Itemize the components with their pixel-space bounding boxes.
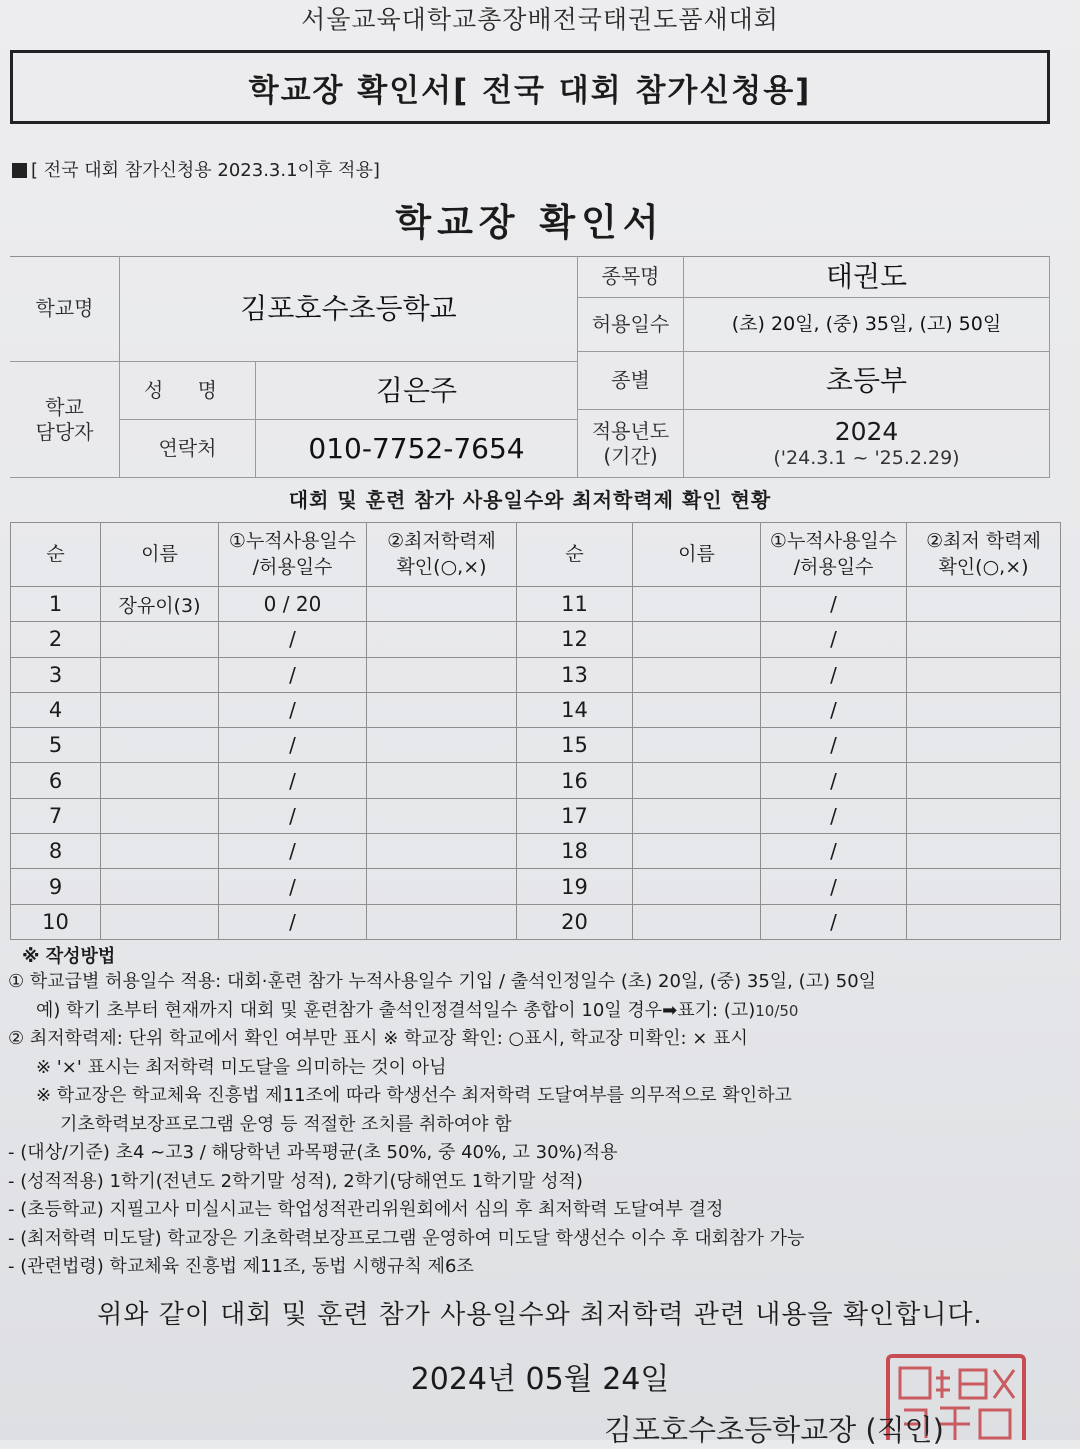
principal-signature: 김포호수초등학교장 (직인) — [604, 1413, 945, 1447]
row-number: 3 — [11, 657, 101, 692]
division-label: 종별 — [578, 352, 684, 410]
instruction-line: ※ 학교장은 학교체육 진흥법 제11조에 따라 학생선수 최저학력 도달여부를 의무적으로 확인하고 — [36, 1085, 792, 1106]
athlete-name — [633, 728, 761, 763]
instruction-line: ※ '×' 표시는 최저학력 미도달을 의미하는 것이 아님 — [36, 1056, 447, 1078]
instruction-example: 예) 학기 초부터 현재까지 대회 및 훈련참가 출석인정결석일수 총합이 10일 경우➡표기: (고) — [36, 999, 756, 1021]
min-academic-check — [907, 834, 1061, 869]
used-days: / — [219, 657, 367, 692]
min-academic-check — [367, 657, 517, 692]
min-academic-check — [907, 587, 1061, 622]
athlete-name — [101, 728, 219, 763]
used-days: / — [761, 728, 907, 763]
instruction-line: ① 학교급별 허용일수 적용: 대회·훈련 참가 누적사용일수 기입 / 출석인정일수 (초) 20일, (중) 35일, (고) 50일 — [8, 971, 877, 992]
min-academic-check — [907, 798, 1061, 833]
contact-name-label: 성 명 — [120, 362, 256, 420]
issue-date: 2024년 05월 24일 — [410, 1362, 670, 1397]
row-number: 14 — [517, 692, 633, 727]
used-days: / — [761, 904, 907, 939]
col-check-right: ②최저 학력제 확인(○,×) — [907, 523, 1061, 587]
used-days: / — [761, 869, 907, 904]
allowed-days-label: 허용일수 — [578, 298, 684, 352]
row-number: 9 — [11, 869, 101, 904]
year-value: 2024 — [834, 417, 899, 446]
instruction-line — [8, 997, 1068, 1026]
min-academic-check — [367, 622, 517, 657]
min-academic-check — [907, 728, 1061, 763]
used-days: / — [761, 763, 907, 798]
school-name-value: 김포호수초등학교 — [120, 256, 578, 362]
athlete-name — [101, 904, 219, 939]
contact-phone-value: 010-7752-7654 — [256, 420, 578, 478]
application-note-text: [ 전국 대회 참가신청용 2023.3.1이후 적용] — [31, 160, 380, 181]
table-row — [11, 834, 1061, 869]
contact-name-value: 김은주 — [256, 362, 578, 420]
year-label: 적용년도 (기간) — [578, 410, 684, 478]
school-name-label: 학교명 — [10, 256, 120, 362]
used-days: / — [219, 869, 367, 904]
used-days: / — [761, 692, 907, 727]
athlete-name — [101, 763, 219, 798]
instruction-example-value: 10/50 — [755, 1001, 799, 1020]
table-row — [11, 869, 1061, 904]
instruction-line: - (관련법령) 학교체육 진흥법 제11조, 동법 시행규칙 제6조 — [8, 1256, 474, 1277]
min-academic-check — [367, 763, 517, 798]
square-bullet-icon — [12, 163, 27, 178]
athlete-name — [633, 622, 761, 657]
event-label: 종목명 — [578, 256, 684, 298]
athlete-name — [633, 904, 761, 939]
used-days: 0 / 20 — [219, 587, 367, 622]
instruction-line: - (초등학교) 지필고사 미실시교는 학업성적관리위원회에서 심의 후 최저학력 도달여부 결정 — [8, 1199, 724, 1220]
table-row — [11, 622, 1061, 657]
row-number: 6 — [11, 763, 101, 798]
min-academic-check — [907, 622, 1061, 657]
row-number: 4 — [11, 692, 101, 727]
min-academic-check — [907, 904, 1061, 939]
confirmation-statement: 위와 같이 대회 및 훈련 참가 사용일수와 최저학력 관련 내용을 확인합니다. — [97, 1300, 983, 1330]
used-days: / — [761, 657, 907, 692]
row-number: 19 — [517, 869, 633, 904]
used-days: / — [761, 834, 907, 869]
instructions-title: ※ 작성방법 — [22, 946, 116, 967]
row-number: 11 — [517, 587, 633, 622]
table-row — [11, 692, 1061, 727]
athlete-name — [633, 657, 761, 692]
min-academic-check — [367, 869, 517, 904]
row-number: 10 — [11, 904, 101, 939]
instruction-line: - (성적적용) 1학기(전년도 2학기말 성적), 2학기(당해연도 1학기말 성적) — [8, 1170, 583, 1192]
instruction-line: ② 최저학력제: 단위 학교에서 확인 여부만 표시 ※ 학교장 확인: ○표시, 학교장 미확인: × 표시 — [8, 1028, 748, 1049]
col-name-right: 이름 — [633, 523, 761, 587]
min-academic-check — [907, 869, 1061, 904]
used-days: / — [219, 904, 367, 939]
col-no-right: 순 — [517, 523, 633, 587]
division-value: 초등부 — [684, 352, 1050, 410]
athlete-name — [101, 798, 219, 833]
athlete-name — [633, 834, 761, 869]
athlete-name — [101, 834, 219, 869]
athlete-name — [633, 587, 761, 622]
min-academic-check — [367, 904, 517, 939]
min-academic-check — [907, 692, 1061, 727]
application-note — [12, 156, 380, 182]
form-banner: 학교장 확인서[ 전국 대회 참가신청용] — [10, 50, 1050, 124]
row-number: 12 — [517, 622, 633, 657]
row-number: 5 — [11, 728, 101, 763]
athlete-name — [101, 622, 219, 657]
instruction-line: - (대상/기준) 초4 ~고3 / 해당학년 과목평균(초 50%, 중 40%, 고 30%)적용 — [8, 1142, 618, 1163]
col-no: 순 — [11, 523, 101, 587]
used-days: / — [219, 622, 367, 657]
row-number: 20 — [517, 904, 633, 939]
athlete-name — [101, 869, 219, 904]
col-name: 이름 — [101, 523, 219, 587]
athlete-name — [633, 692, 761, 727]
competition-title: 서울교육대학교총장배전국태권도품새대회 — [301, 5, 779, 34]
table-row — [11, 763, 1061, 798]
used-days: / — [219, 692, 367, 727]
document-title: 학교장 확인서 — [395, 201, 665, 244]
row-number: 8 — [11, 834, 101, 869]
col-days-right: ①누적사용일수 /허용일수 — [761, 523, 907, 587]
row-number: 17 — [517, 798, 633, 833]
athlete-name — [101, 692, 219, 727]
used-days: / — [761, 798, 907, 833]
used-days: / — [219, 763, 367, 798]
instruction-line: - (최저학력 미도달) 학교장은 기초학력보장프로그램 운영하여 미도달 학생선수 이수 후 대회참가 가능 — [8, 1227, 805, 1249]
used-days: / — [219, 728, 367, 763]
min-academic-check — [367, 692, 517, 727]
used-days: / — [761, 622, 907, 657]
min-academic-check — [907, 657, 1061, 692]
contact-phone-label: 연락처 — [120, 420, 256, 478]
roster-header-row — [11, 523, 1061, 587]
table-row — [11, 657, 1061, 692]
min-academic-check — [367, 587, 517, 622]
row-number: 16 — [517, 763, 633, 798]
roster-section-heading: 대회 및 훈련 참가 사용일수와 최저학력제 확인 현황 — [288, 488, 772, 512]
used-days: / — [761, 587, 907, 622]
min-academic-check — [907, 763, 1061, 798]
athlete-name — [633, 798, 761, 833]
row-number: 1 — [11, 587, 101, 622]
year-period: ('24.3.1 ~ '25.2.29) — [773, 447, 960, 470]
contact-person-label: 학교 담당자 — [10, 362, 120, 478]
min-academic-check — [367, 728, 517, 763]
athlete-name — [101, 657, 219, 692]
used-days: / — [219, 798, 367, 833]
school-info-table — [10, 256, 1050, 478]
athlete-name — [633, 869, 761, 904]
table-row — [11, 904, 1061, 939]
table-row — [11, 587, 1061, 622]
row-number: 15 — [517, 728, 633, 763]
table-row — [11, 798, 1061, 833]
row-number: 13 — [517, 657, 633, 692]
min-academic-check — [367, 834, 517, 869]
instructions — [8, 968, 1068, 1282]
year-cell — [684, 410, 1050, 478]
row-number: 2 — [11, 622, 101, 657]
athlete-name: 장유이(3) — [101, 587, 219, 622]
table-row — [11, 728, 1061, 763]
min-academic-check — [367, 798, 517, 833]
instruction-line: 기초학력보장프로그램 운영 등 적절한 조치를 취하여야 함 — [60, 1113, 512, 1135]
event-value: 태권도 — [684, 256, 1050, 298]
allowed-days-value: (초) 20일, (중) 35일, (고) 50일 — [684, 298, 1050, 352]
col-days: ①누적사용일수 /허용일수 — [219, 523, 367, 587]
row-number: 18 — [517, 834, 633, 869]
used-days: / — [219, 834, 367, 869]
row-number: 7 — [11, 798, 101, 833]
col-check: ②최저학력제 확인(○,×) — [367, 523, 517, 587]
athlete-roster-table — [10, 522, 1060, 940]
athlete-name — [633, 763, 761, 798]
